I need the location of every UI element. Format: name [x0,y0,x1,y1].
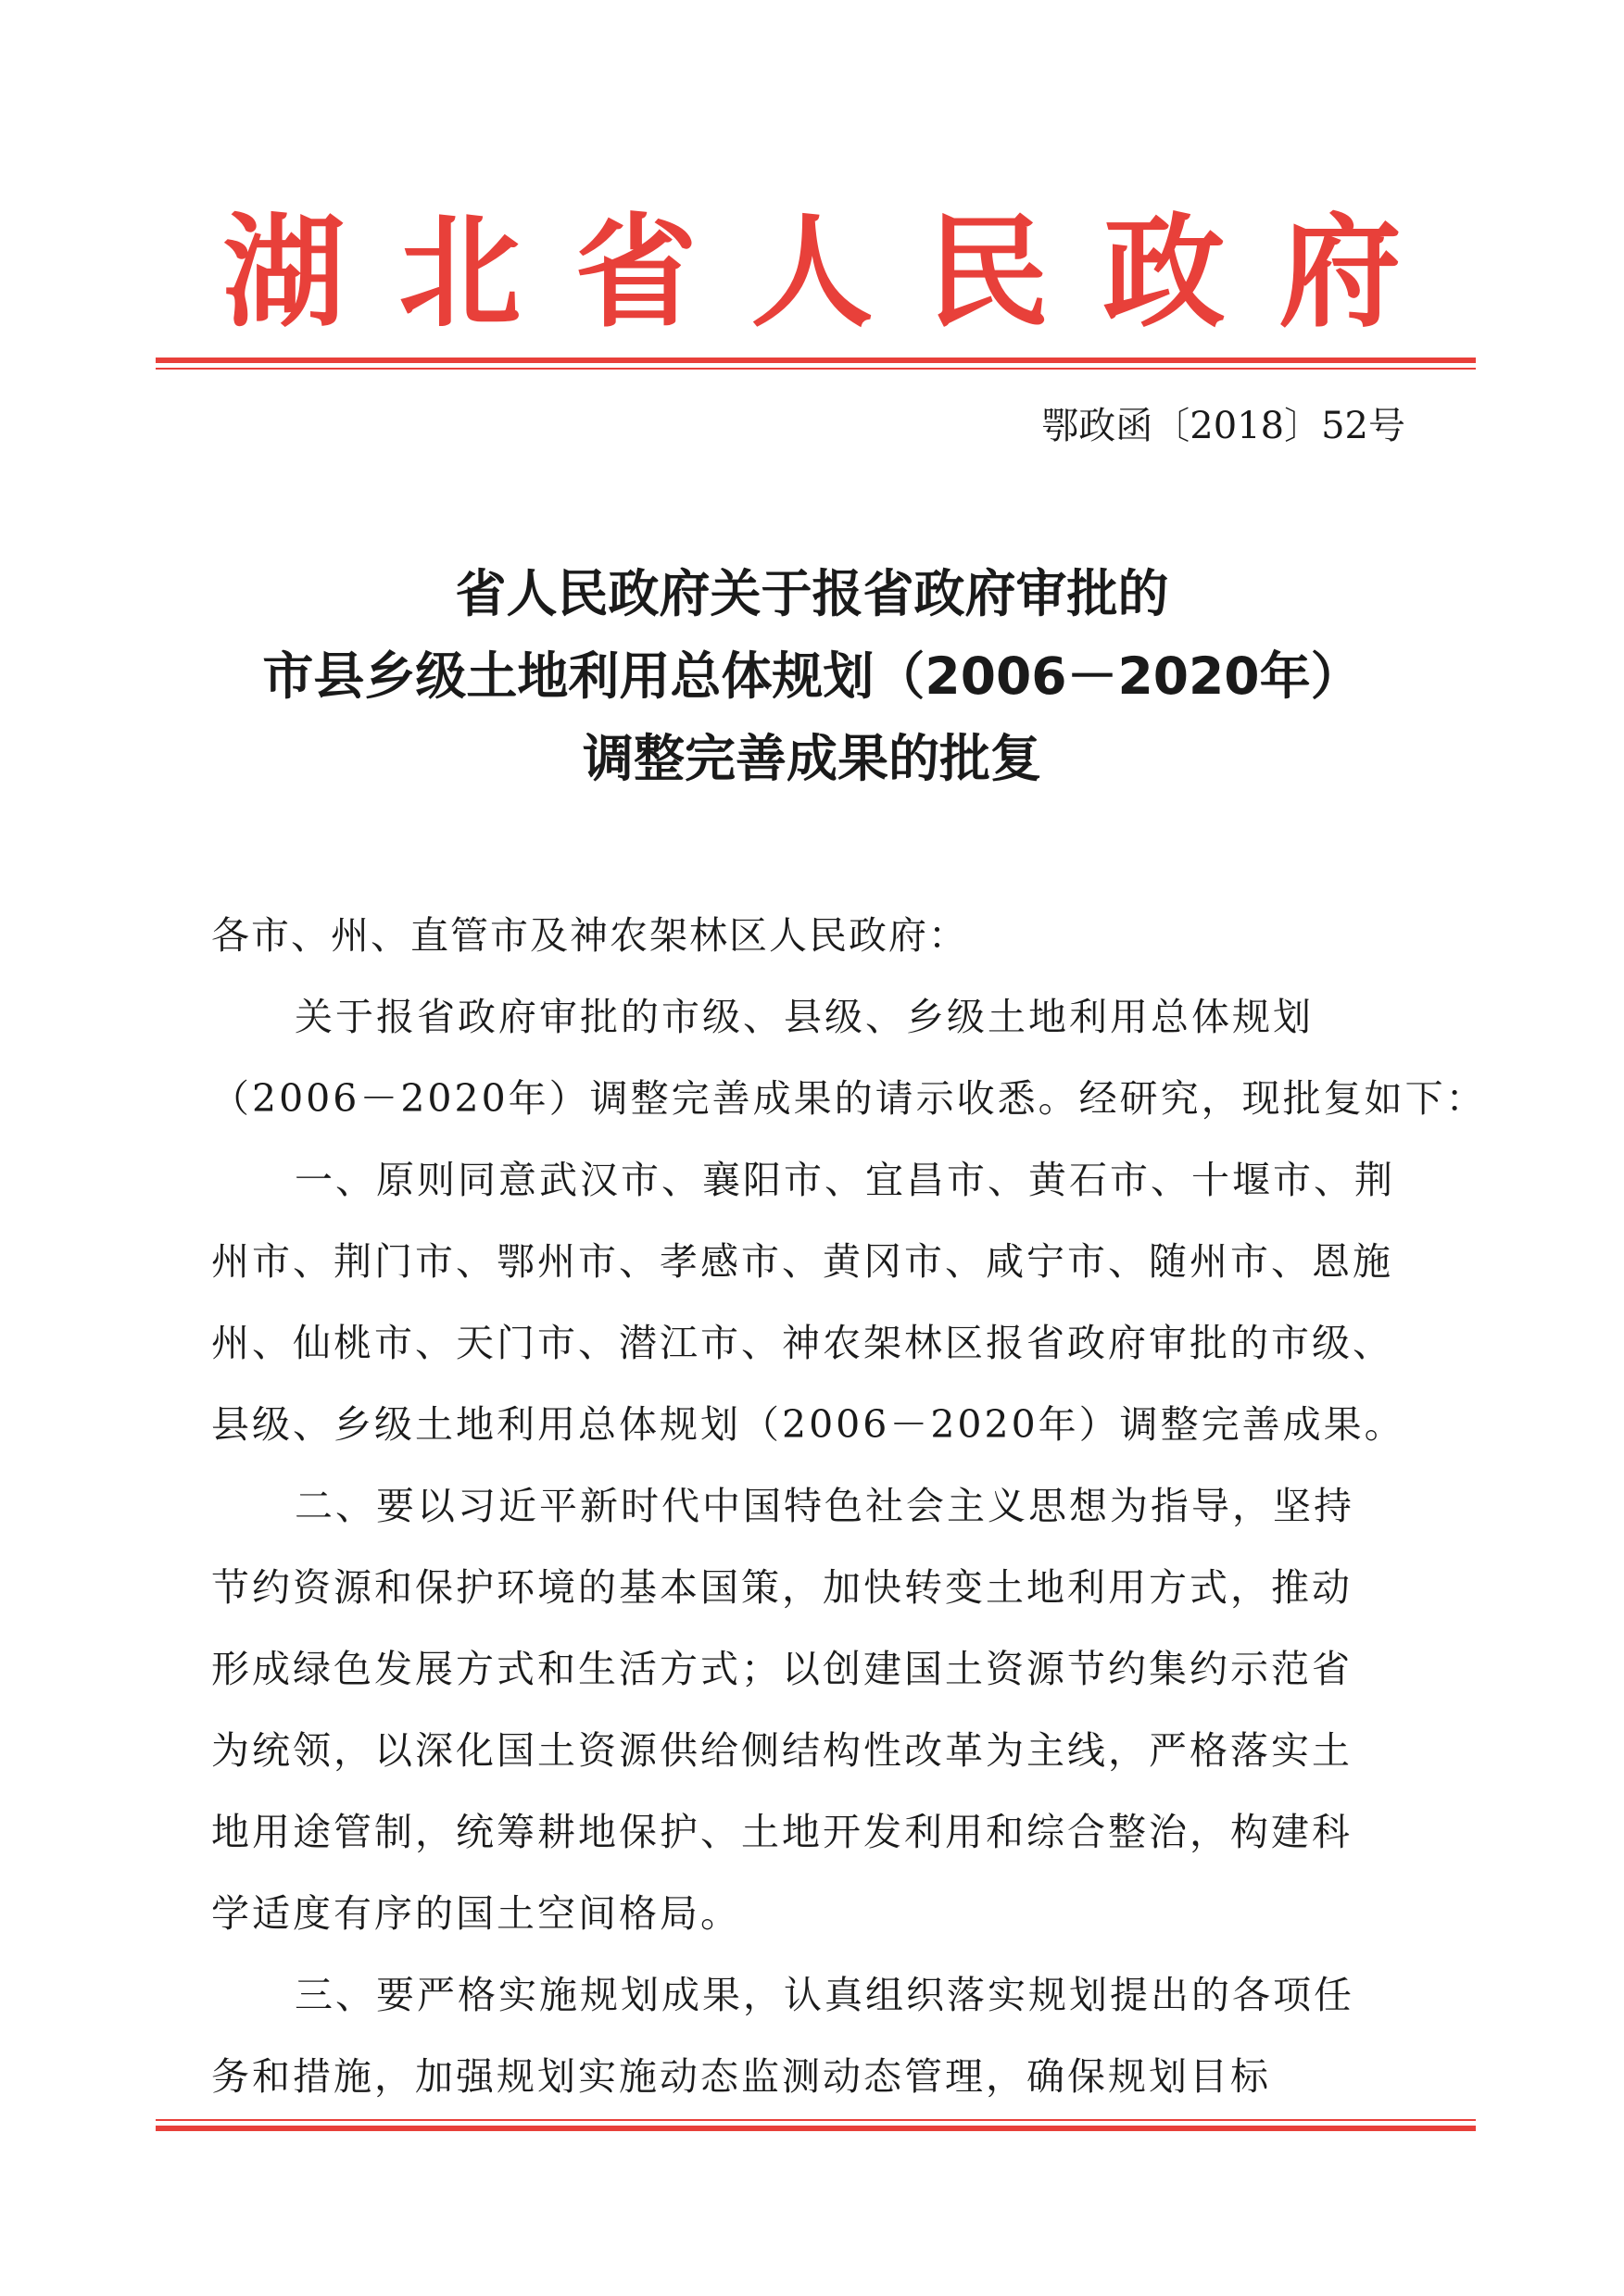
title-line-1: 省人民政府关于报省政府审批的 [455,564,1169,623]
salutation: 各市、州、直管市及神农架林区人民政府： [211,913,968,958]
paragraph-line: 州市、荆门市、鄂州市、孝感市、黄冈市、咸宁市、随州市、恩施 [211,1239,1393,1284]
paragraph-line: 县级、乡级土地利用总体规划（2006－2020年）调整完善成果。 [211,1402,1405,1447]
paragraph-line: 一、原则同意武汉市、襄阳市、宜昌市、黄石市、十堰市、荆 [295,1158,1395,1202]
paragraph-item-3 [211,1954,1412,2117]
paragraph-line: 关于报省政府审批的市级、县级、乡级土地利用总体规划 [295,995,1314,1039]
document-number: 鄂政函〔2018〕52号 [1041,405,1405,447]
header-rule-thin [156,368,1476,370]
paragraph-line: 形成绿色发展方式和生活方式；以创建国土资源节约集约示范省 [211,1647,1353,1691]
title-line-3: 调整完善成果的批复 [582,729,1041,788]
paragraph-line: 学适度有序的国土空间格局。 [211,1891,741,1936]
paragraph-line: 二、要以习近平新时代中国特色社会主义思想为指导，坚持 [295,1484,1354,1528]
paragraph-item-1 [211,1139,1412,1465]
letterhead-title [0,201,1624,345]
footer-rule-thick [156,2126,1476,2131]
paragraph-line: 节约资源和保护环境的基本国策，加快转变土地利用方式，推动 [211,1565,1353,1610]
paragraph-line: 地用途管制，统筹耕地保护、土地开发利用和综合整治，构建科 [211,1810,1353,1854]
letterhead-issuer: 湖北省人民政府 [222,201,1455,345]
paragraph-line: 三、要严格实施规划成果，认真组织落实规划提出的各项任 [295,1973,1354,2017]
paragraph-line: 州、仙桃市、天门市、潜江市、神农架林区报省政府审批的市级、 [211,1321,1393,1365]
paragraph-intro [211,976,1487,1139]
paragraph-line: （2006－2020年）调整完善成果的请示收悉。经研究，现批复如下： [211,1076,1487,1121]
document-title [0,553,1624,800]
paragraph-item-2 [211,1465,1412,1954]
paragraph-line: 为统领，以深化国土资源供给侧结构性改革为主线，严格落实土 [211,1728,1353,1773]
title-line-2: 市县乡级土地利用总体规划（2006－2020年） [262,646,1362,706]
header-red-rule [156,358,1476,370]
paragraph-line: 务和措施，加强规划实施动态监测动态管理，确保规划目标 [211,2054,1271,2099]
footer-red-rule [156,2119,1476,2131]
